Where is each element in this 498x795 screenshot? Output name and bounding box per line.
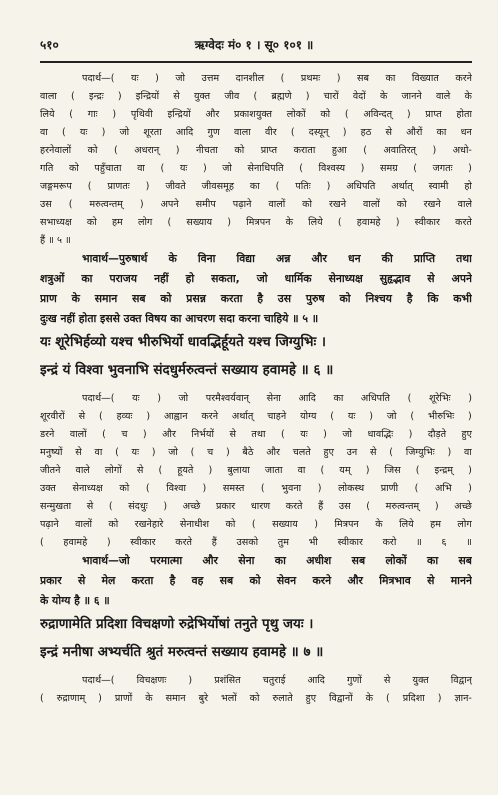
text-line: हरनेवालों को ( अधरान् ) नीचता को प्राप्त कराता हुआ ( अवातिरत् ) अधो- bbox=[40, 145, 472, 156]
page-number: ५१० bbox=[40, 38, 59, 52]
text-line: लिये ( गाः ) पृथिवी इन्द्रियों और प्रकाशयुक्त लोकों को ( अविन्दत् ) प्राप्त होता bbox=[40, 109, 472, 120]
text-line: भावार्थ—जो परमात्मा और सेना का अधीश सब लोकों का सब bbox=[82, 554, 472, 567]
text-line: पढ़ाने वालों को रखनेहारे सेनाधीश को ( सख्याय ) मित्रपन के लिये हम लोग bbox=[40, 519, 472, 530]
text-line: पदार्थ—( यः ) जो उत्तम दानशील ( प्रथमः ) सब का विख्यात करने bbox=[82, 73, 472, 84]
text-line: दुःख नहीं होता इससे उक्त विषय का आचरण सदा करना चाहिये ॥ ५ ॥ bbox=[40, 312, 319, 325]
mantra-line: इन्द्रं मनीषा अभ्यर्चति श्रुतं मरुत्वन्तं सख्याय हवामहे ॥ ७ ॥ bbox=[40, 644, 324, 660]
text-line: शत्रुओं का पराजय नहीं हो सकता, जो धार्मिक सेनाध्यक्ष सुहृद्भाव से अपने bbox=[40, 272, 472, 285]
text-line: ( रुद्राणाम् ) प्राणों के समान बुरे भलों को रुलाते हुए विद्वानों के ( प्रदिशा ) ज्ञान- bbox=[40, 693, 472, 704]
text-line: डरने वालों ( च ) और निर्भयों से तथा ( यः ) जो धावद्भिः ) दौड़ते हुए bbox=[40, 429, 472, 440]
text-line: जङ्गमरूप ( प्राणतः ) जीवते जीवसमूह का ( पतिः ) अधिपति अर्थात् स्वामी हो bbox=[40, 181, 472, 192]
text-line: शूरवीरों से ( हव्यः ) आह्वान करने अर्थात् चाहने योग्य ( यः ) जो ( भीरुभिः ) bbox=[40, 411, 472, 422]
header-rule bbox=[40, 61, 472, 63]
mantra-line: इन्द्रं यं विश्वा भुवनाभि संदधुर्मरुत्वन्तं सख्याय हवामहे ॥ ६ ॥ bbox=[40, 362, 334, 378]
text-line: भावार्थ—पुरुषार्थ के विना विद्या अन्न और धन की प्राप्ति तथा bbox=[82, 252, 472, 265]
text-line: हैं ॥ ५ ॥ bbox=[40, 235, 71, 246]
mantra-line: रुद्राणामेति प्रदिशा विचक्षणो रुद्रेभिर्योषां तनुते पृथु जयः । bbox=[40, 616, 314, 632]
mantra-line: यः शूरेभिर्हव्यो यश्च भीरुभिर्यो धावद्भिर्हूयते यश्च जिग्युभिः । bbox=[40, 334, 327, 350]
text-line: प्रकार से मेल करता है वह सब को सेवन करने और मित्रभाव से मानने bbox=[40, 574, 472, 587]
text-line: प्राण के समान सब को प्रसन्न करता है उस पुरुष को निश्चय है कि कभी bbox=[40, 292, 472, 305]
text-line: के योग्य है ॥ ६ ॥ bbox=[40, 594, 110, 607]
text-line: सभाध्यक्ष को हम लोग ( सख्याय ) मित्रपन के लिये ( हवामहे ) स्वीकार करते bbox=[40, 217, 472, 228]
text-line: उक्त सेनाध्यक्ष को ( विश्वा ) समस्त ( भुवना ) लोकस्थ प्राणी ( अभि ) bbox=[40, 483, 472, 494]
text-line: वा ( यः ) जो शूरता आदि गुण वाला वीर ( दस्यून् ) हठ से औरों का धन bbox=[40, 127, 472, 138]
text-line: वाला ( इन्द्रः ) इन्द्रियों से युक्त जीव ( ब्रह्मणे ) चारों वेदों के जानने वाले के bbox=[40, 91, 472, 102]
text-line: गति को पहुँचाता वा ( यः ) जो सेनाधिपति ( विश्वस्य ) समग्र ( जगतः ) bbox=[40, 163, 472, 174]
text-line: सन्मुखता से ( संदधुः ) अच्छे प्रकार धारण करते हैं उस ( मरुत्वन्तम् ) अच्छे bbox=[40, 501, 472, 512]
text-line: पदार्थ—( विचक्षणः ) प्रशंसित चतुराई आदि गुणों से युक्त विद्वान् bbox=[82, 675, 472, 686]
text-line: मनुष्यों से वा ( यः ) जो ( च ) बैठे और चलते हुए उन से ( जिग्युभिः ) वा bbox=[40, 447, 472, 458]
text-line: ( हवामहे ) स्वीकार करते हैं उसको तुम भी स्वीकार करो ॥ ६ ॥ bbox=[40, 537, 472, 548]
text-line: जीतने वाले लोगों से ( हूयते ) बुलाया जाता वा ( यम् ) जिस ( इन्द्रम् ) bbox=[40, 465, 472, 476]
page-header bbox=[28, 36, 480, 54]
text-line: उस ( मरुत्वन्तम् ) अपने समीप पढ़ाने वालों को रखने वालों को रखने वाले bbox=[40, 199, 472, 210]
text-line: पदार्थ—( यः ) जो परमैश्वर्यवान् सेना आदि का अधिपति ( शूरेभिः ) bbox=[82, 393, 472, 404]
running-title: ऋग्वेदः मं० १ । सू० १०१ ॥ bbox=[194, 38, 314, 52]
